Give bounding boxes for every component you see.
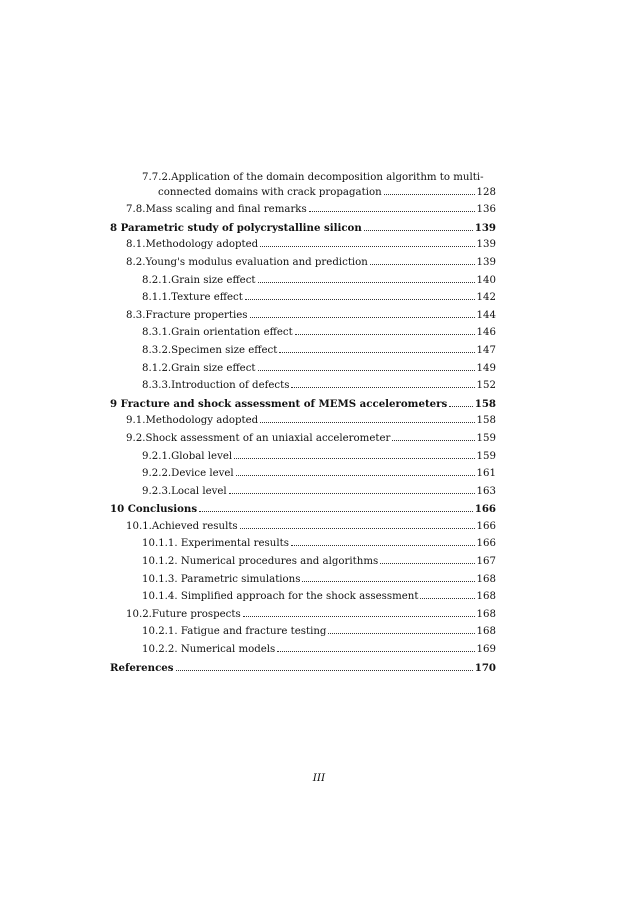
toc-entry-8-2-1[interactable]	[110, 275, 496, 293]
toc-entry-text: connected domains with crack propagation	[158, 186, 382, 198]
toc-entry-text: 9 Fracture and shock assessment of MEMS accelerometers	[110, 397, 448, 410]
toc-entry-text: 9.2.3.Local level	[142, 485, 227, 497]
toc-entry-10-1-2[interactable]	[110, 556, 496, 574]
dot-leader	[260, 246, 474, 247]
toc-page-number: 170	[474, 661, 496, 674]
toc-entry-10-2-1[interactable]	[110, 626, 496, 644]
toc-page-number: 166	[476, 520, 496, 532]
toc-page-number: 166	[474, 503, 496, 516]
toc-entry-text: 8.3.1.Grain orientation effect	[142, 327, 293, 339]
dot-leader	[199, 511, 473, 512]
toc-page-number: 159	[476, 432, 496, 444]
toc-page-number: 169	[476, 644, 496, 656]
toc-entry-text: 7.7.2.Application of the domain decomposition algorithm to multi-	[142, 172, 484, 183]
toc-page-number: 168	[476, 573, 496, 585]
toc-chapter-10[interactable]	[110, 503, 496, 521]
toc-page-number: 139	[476, 239, 496, 251]
toc-page-number: 152	[476, 380, 496, 392]
toc-entry-text: 9.2.1.Global level	[142, 450, 233, 462]
toc-page-number: 142	[476, 292, 496, 304]
toc-page-number: 167	[476, 556, 496, 568]
toc-page-number: 128	[476, 186, 496, 198]
toc-entry-10-2[interactable]	[110, 609, 496, 627]
toc-entry-text: 10.1.4. Simplified approach for the shock assessment	[142, 591, 419, 603]
toc-entry-text: 9.2.Shock assessment of an uniaxial accelerometer	[126, 432, 391, 444]
toc-entry-9-2[interactable]	[110, 433, 496, 451]
toc-entry-text: 10.1.Achieved results	[126, 520, 238, 532]
toc-entry-7-7-2[interactable]	[110, 169, 496, 204]
dot-leader	[250, 317, 475, 318]
toc-page-number: 168	[476, 608, 496, 620]
toc-entry-text: 8.1.Methodology adopted	[126, 239, 259, 251]
toc-page-number: 146	[476, 327, 496, 339]
toc-entry-8-1-2[interactable]	[110, 363, 496, 381]
toc-entry-8-3-2[interactable]	[110, 345, 496, 363]
toc-page-number: 136	[476, 204, 496, 216]
dot-leader	[392, 440, 474, 441]
dot-leader	[260, 422, 474, 423]
toc-entry-8-3[interactable]	[110, 310, 496, 328]
dot-leader	[277, 651, 474, 652]
dot-leader	[229, 493, 475, 494]
toc-entry-text: 9.2.2.Device level	[142, 468, 234, 480]
dot-leader	[245, 299, 475, 300]
toc-entry-10-1-4[interactable]	[110, 591, 496, 609]
table-of-contents	[110, 169, 496, 679]
toc-entry-8-1-1[interactable]	[110, 292, 496, 310]
toc-page-number: 166	[476, 538, 496, 550]
toc-entry-text: 8.3.3.Introduction of defects	[142, 380, 290, 392]
toc-entry-9-2-1[interactable]	[110, 451, 496, 469]
toc-page-number: 139	[476, 256, 496, 268]
toc-entry-10-2-2[interactable]	[110, 644, 496, 662]
toc-entry-text: 10.1.2. Numerical procedures and algorithms	[142, 556, 379, 568]
toc-references[interactable]	[110, 662, 496, 680]
toc-entry-10-1[interactable]	[110, 521, 496, 539]
toc-entry-text: 8.2.Young's modulus evaluation and prediction	[126, 256, 368, 268]
dot-leader	[176, 670, 473, 671]
toc-page-number: 140	[476, 274, 496, 286]
toc-page-number: 163	[476, 485, 496, 497]
dot-leader	[420, 598, 474, 599]
dot-leader	[240, 528, 475, 529]
dot-leader	[309, 211, 475, 212]
toc-chapter-8[interactable]	[110, 222, 496, 240]
toc-entry-9-2-3[interactable]	[110, 486, 496, 504]
toc-entry-text: 10.2.1. Fatigue and fracture testing	[142, 626, 327, 638]
dot-leader	[364, 230, 473, 231]
toc-page-number: 168	[476, 626, 496, 638]
page-number-footer: III	[312, 772, 326, 784]
toc-entry-9-1[interactable]	[110, 415, 496, 433]
dot-leader	[449, 406, 472, 407]
toc-entry-text: 8.3.2.Specimen size effect	[142, 344, 278, 356]
toc-entry-text: 10.2.Future prospects	[126, 608, 241, 620]
toc-page-number: 161	[476, 468, 496, 480]
toc-page-number: 147	[476, 344, 496, 356]
toc-entry-text: 10 Conclusions	[110, 503, 198, 516]
dot-leader	[236, 475, 475, 476]
toc-page-number: 159	[476, 450, 496, 462]
toc-page-number: 144	[476, 309, 496, 321]
toc-entry-text: 10.1.1. Experimental results	[142, 538, 289, 550]
dot-leader	[234, 458, 474, 459]
toc-chapter-9[interactable]	[110, 398, 496, 416]
toc-entry-8-2[interactable]	[110, 257, 496, 275]
toc-entry-text: 9.1.Methodology adopted	[126, 415, 259, 427]
dot-leader	[258, 370, 475, 371]
toc-entry-7-8[interactable]	[110, 204, 496, 222]
toc-entry-10-1-3[interactable]	[110, 574, 496, 592]
dot-leader	[380, 563, 474, 564]
toc-entry-text: 10.1.3. Parametric simulations	[142, 573, 301, 585]
dot-leader	[291, 387, 474, 388]
toc-entry-text: 8 Parametric study of polycrystalline silicon	[110, 221, 362, 234]
dot-leader	[258, 282, 475, 283]
toc-entry-text: 8.2.1.Grain size effect	[142, 274, 256, 286]
toc-page-number: 168	[476, 591, 496, 603]
dot-leader	[302, 581, 474, 582]
toc-entry-8-3-1[interactable]	[110, 327, 496, 345]
toc-entry-text: 8.1.1.Texture effect	[142, 292, 243, 304]
dot-leader	[291, 545, 475, 546]
toc-page-number: 149	[476, 362, 496, 374]
toc-entry-8-1[interactable]	[110, 239, 496, 257]
toc-entry-10-1-1[interactable]	[110, 538, 496, 556]
toc-page-number: 158	[474, 397, 496, 410]
toc-entry-8-3-3[interactable]	[110, 380, 496, 398]
toc-entry-text: 10.2.2. Numerical models	[142, 644, 276, 656]
toc-entry-text: 7.8.Mass scaling and final remarks	[126, 204, 307, 216]
toc-entry-9-2-2[interactable]	[110, 468, 496, 486]
dot-leader	[370, 264, 475, 265]
dot-leader	[279, 352, 474, 353]
dot-leader	[384, 194, 475, 195]
toc-entry-text: 8.1.2.Grain size effect	[142, 362, 256, 374]
dot-leader	[295, 334, 475, 335]
toc-entry-text: 8.3.Fracture properties	[126, 309, 248, 321]
dot-leader	[328, 633, 474, 634]
toc-page-number: 158	[476, 415, 496, 427]
dot-leader	[243, 616, 475, 617]
toc-entry-text: References	[110, 661, 174, 674]
toc-page-number: 139	[474, 221, 496, 234]
